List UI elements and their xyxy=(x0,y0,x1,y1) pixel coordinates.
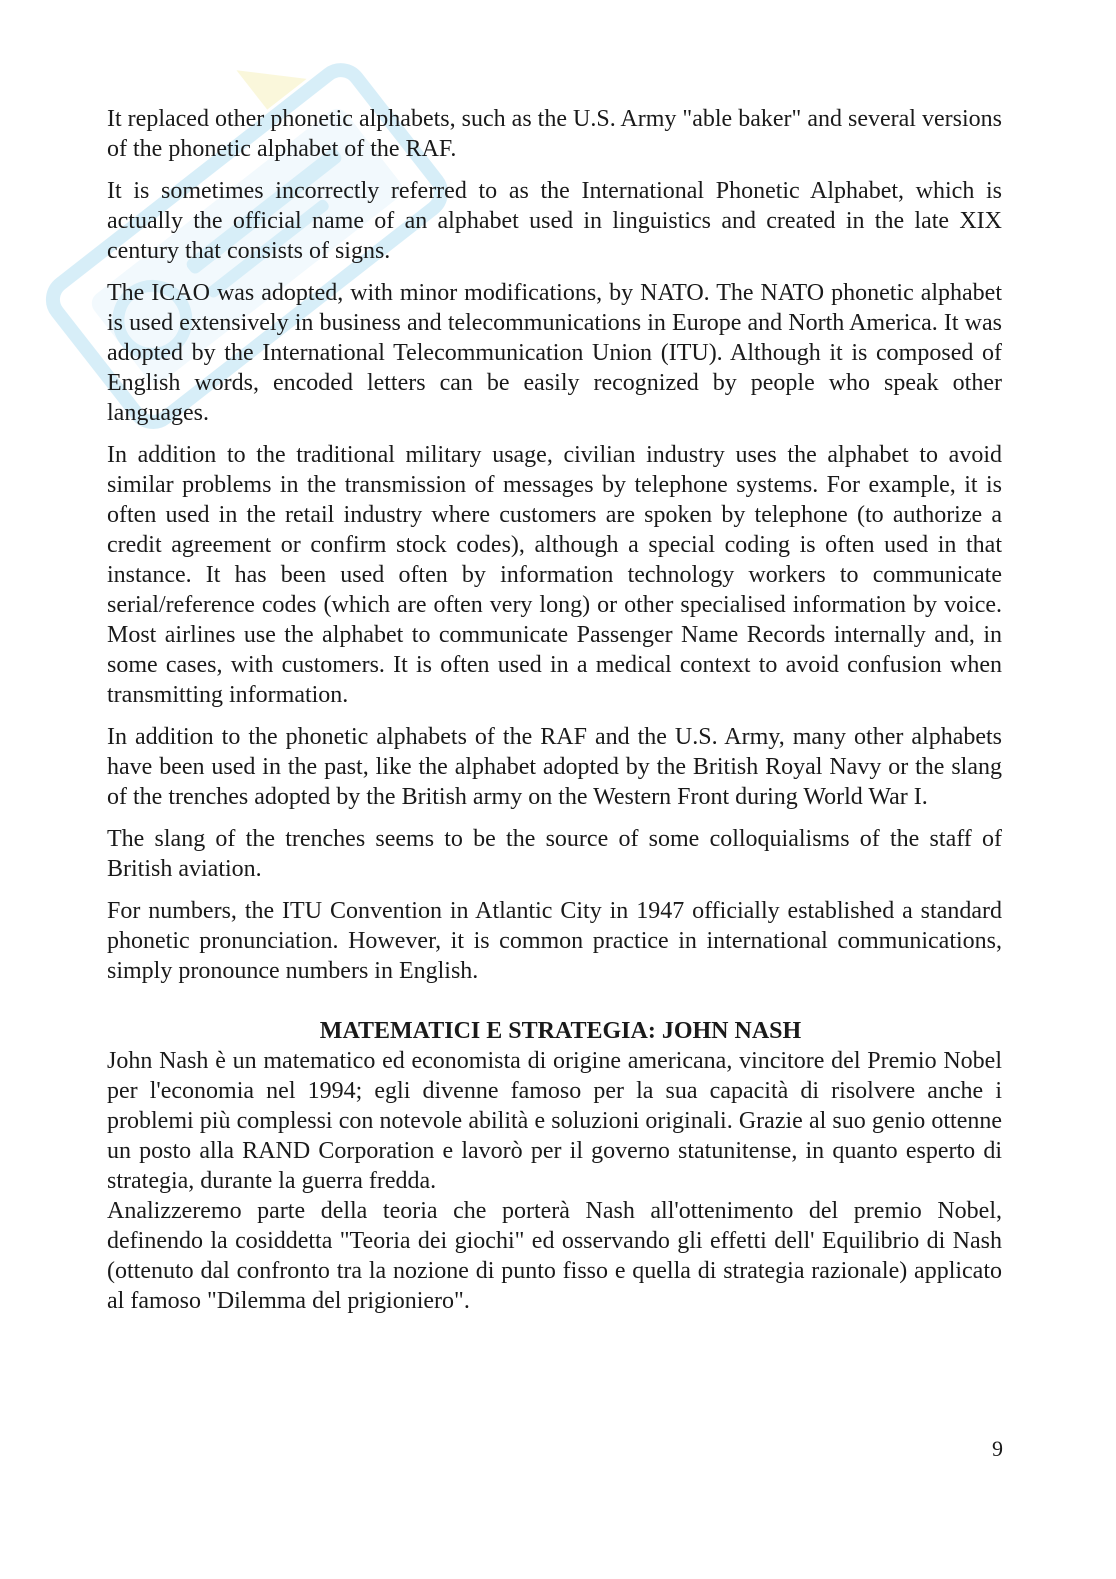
page-body xyxy=(107,104,1002,1316)
paragraph-nash-theory: Analizzeremo parte della teoria che porterà Nash all'ottenimento del premio Nobel, definendo la cosiddetta "Teoria dei giochi" ed osservando gli effetti dell' Equilibrio di Nash (ottenuto dal confronto tra la nozione di punto fisso e quella di strategia razionale) applicato al famoso "Dilemma del prigioniero". xyxy=(107,1198,1002,1314)
page-number: 9 xyxy=(992,1436,1003,1461)
paragraph-ipa-confusion: It is sometimes incorrectly referred to as the International Phonetic Alphabet, which is actually the official name of an alphabet used in linguistics and created in the late XIX century that consists of signs. xyxy=(107,178,1002,264)
section-heading-john-nash: MATEMATICI E STRATEGIA: JOHN NASH xyxy=(319,1018,802,1044)
paragraph-civilian-usage: In addition to the traditional military usage, civilian industry uses the alphabet to avoid similar problems in the transmission of messages by telephone systems. For example, it is often used in the retail industry where customers are spoken by telephone (to authorize a credit agreement or confirm stock codes), although a special coding is often used in that instance. It has been used often by information technology workers to communicate serial/reference codes (which are often very long) or other specialised information by voice. Most airlines use the alphabet to communicate Passenger Name Records internally and, in some cases, with customers. It is often used in a medical context to avoid confusion when transmitting information. xyxy=(107,442,1002,708)
paragraph-nato-adoption: The ICAO was adopted, with minor modifications, by NATO. The NATO phonetic alphabet is used extensively in business and telecommunications in Europe and North America. It was adopted by the International Telecommunication Union (ITU). Although it is composed of English words, encoded letters can be easily recognized by people who speak other languages. xyxy=(107,280,1002,426)
paragraph-trench-slang: The slang of the trenches seems to be the source of some colloquialisms of the staff of British aviation. xyxy=(107,826,1002,882)
paragraph-numbers: For numbers, the ITU Convention in Atlantic City in 1947 officially established a standard phonetic pronunciation. However, it is common practice in international communications, simply pronounce numbers in English. xyxy=(107,898,1002,984)
paragraph-nash-bio: John Nash è un matematico ed economista di origine americana, vincitore del Premio Nobel per l'economia nel 1994; egli divenne famoso per la sua capacità di risolvere anche i problemi più complessi con notevole abilità e soluzioni originali. Grazie al suo genio ottenne un posto alla RAND Corporation e lavorò per il governo statunitense, in quanto esperto di strategia, durante la guerra fredda. xyxy=(107,1048,1002,1194)
section-spacer xyxy=(107,986,1002,1016)
paragraph-phonetic-replaced: It replaced other phonetic alphabets, such as the U.S. Army "able baker" and several versions of the phonetic alphabet of the RAF. xyxy=(107,106,1002,162)
paragraph-other-alphabets: In addition to the phonetic alphabets of the RAF and the U.S. Army, many other alphabets have been used in the past, like the alphabet adopted by the British Royal Navy or the slang of the trenches adopted by the British army on the Western Front during World War I. xyxy=(107,724,1002,810)
